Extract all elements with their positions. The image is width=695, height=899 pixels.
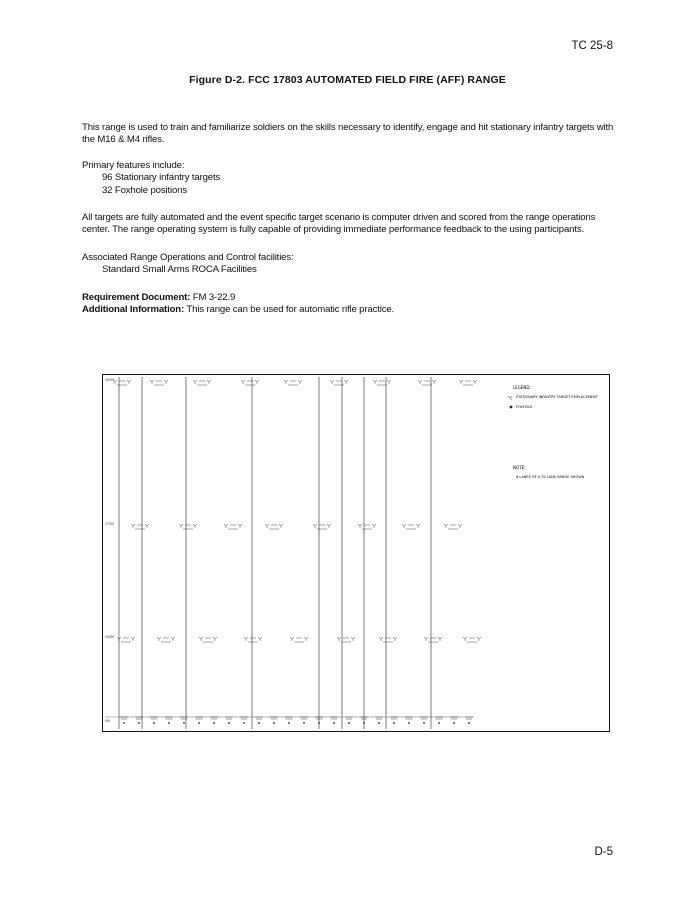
distance-label: 300M [105, 378, 114, 382]
features-section [82, 160, 617, 197]
figure-title: Figure D-2. FCC 17803 AUTOMATED FIELD FIRE (AFF) RANGE [189, 74, 506, 86]
additional-value: This range can be used for automatic rifle practice. [186, 304, 395, 316]
feature-item: 96 Stationary infantry targets [102, 172, 221, 184]
feature-item: 32 Foxhole positions [102, 184, 187, 196]
page-number: D-5 [594, 846, 613, 858]
additional-label: Additional Information: [82, 304, 185, 316]
additional-line [82, 304, 617, 316]
facilities-item: Standard Small Arms ROCA Facilities [102, 264, 257, 276]
note-title: NOTE: [513, 465, 526, 470]
range-diagram [102, 374, 610, 732]
features-heading: Primary features include: [82, 160, 185, 171]
automation-paragraph: All targets are fully automated and the event specific target scenario is computer driven and scored from the range operations center. The range operating system is fully capable of providing immediate performance feedback to the using participants. [82, 212, 596, 236]
requirement-value: FM 3-22.9 [192, 292, 236, 303]
distance-label: 100M [105, 635, 114, 639]
legend-foxhole-label: FOXHOLE [516, 405, 533, 409]
requirement-label: Requirement Document: [82, 292, 191, 303]
facilities-heading: Associated Range Operations and Control facilities: [82, 252, 294, 263]
intro-paragraph: This range is used to train and familiarize soldiers on the skills necessary to identify, engage and hit stationary infantry targets with the M16 & M4 rifles. [82, 122, 614, 146]
foxhole-icon [510, 406, 513, 409]
distance-label: 0M [105, 719, 110, 723]
diagram-border [103, 375, 610, 732]
doc-code: TC 25-8 [571, 40, 613, 52]
distance-label: 175M [105, 522, 114, 526]
requirement-line [82, 292, 617, 304]
facilities-section [82, 252, 617, 277]
legend-title: LEGEND: [513, 385, 531, 390]
legend-target-label: STATIONARY INFANTRY TARGET EMPLACEMENT [516, 395, 598, 399]
note-text: 8 LANES OF A 32 LANE RANGE SHOWN [516, 475, 585, 479]
requirement-section [82, 292, 617, 317]
